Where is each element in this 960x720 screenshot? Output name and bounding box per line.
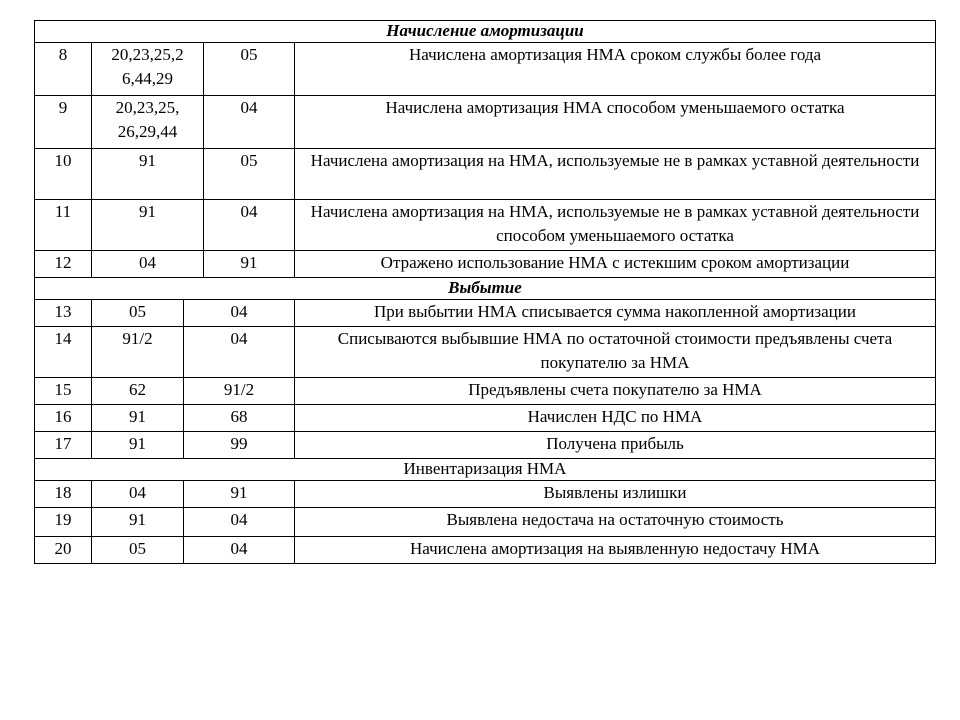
credit-account: 91 <box>183 481 294 507</box>
entry-number: 20 <box>54 539 72 558</box>
credit-account: 04 <box>183 300 294 326</box>
debit-account: 20,23,25,2 6,44,29 <box>91 43 203 95</box>
section-title: Начисление амортизации <box>35 21 935 43</box>
entry-number: 12 <box>54 253 72 272</box>
credit-account: 91/2 <box>183 378 294 404</box>
entry-number: 13 <box>54 302 72 321</box>
debit-account: 04 <box>91 481 183 507</box>
credit-account: 04 <box>203 96 294 148</box>
entry-number: 19 <box>54 510 72 529</box>
entry-description: Начислена амортизация НМА способом уменьшаемого остатка <box>294 96 935 148</box>
credit-account: 05 <box>203 43 294 95</box>
entry-description: Начислен НДС по НМА <box>294 405 935 431</box>
entry-number: 14 <box>54 329 72 348</box>
table-row <box>35 508 935 537</box>
credit-account: 05 <box>203 149 294 199</box>
accounting-entries-table <box>34 20 936 564</box>
entry-number: 16 <box>54 407 72 426</box>
entry-number: 11 <box>54 202 72 221</box>
entry-number: 9 <box>58 98 68 117</box>
entry-description: Начислена амортизация на НМА, используемые не в рамках уставной деятельности <box>294 149 935 199</box>
debit-account: 05 <box>91 537 183 563</box>
debit-account: 05 <box>91 300 183 326</box>
entry-number: 18 <box>54 483 72 502</box>
entry-description: Предъявлены счета покупателю за НМА <box>294 378 935 404</box>
credit-account: 04 <box>183 327 294 377</box>
table-row <box>35 537 935 563</box>
table-row <box>35 405 935 432</box>
debit-account: 04 <box>91 251 203 277</box>
entry-number: 10 <box>54 151 72 170</box>
entry-description: Выявлена недостача на остаточную стоимость <box>294 508 935 536</box>
debit-account: 20,23,25, 26,29,44 <box>91 96 203 148</box>
table-row <box>35 43 935 96</box>
table-row <box>35 481 935 508</box>
table-row <box>35 327 935 378</box>
entry-number: 17 <box>54 434 72 453</box>
entry-description: Списываются выбывшие НМА по остаточной стоимости предъявлены счета покупателю за НМА <box>294 327 935 377</box>
credit-account: 04 <box>183 508 294 536</box>
debit-account: 91 <box>91 432 183 458</box>
debit-account: 91 <box>91 149 203 199</box>
entry-description: Отражено использование НМА с истекшим сроком амортизации <box>294 251 935 277</box>
debit-account: 91/2 <box>91 327 183 377</box>
section-depreciation <box>35 21 935 277</box>
section-disposal <box>35 277 935 458</box>
entry-description: Начислена амортизация НМА сроком службы более года <box>294 43 935 95</box>
credit-account: 68 <box>183 405 294 431</box>
table-row <box>35 200 935 251</box>
entry-description: Получена прибыль <box>294 432 935 458</box>
credit-account: 91 <box>203 251 294 277</box>
credit-account: 04 <box>183 537 294 563</box>
section-title: Инвентаризация НМА <box>35 459 935 481</box>
credit-account: 04 <box>203 200 294 250</box>
entry-description: Начислена амортизация на выявленную недостачу НМА <box>294 537 935 563</box>
credit-account: 99 <box>183 432 294 458</box>
table-row <box>35 251 935 277</box>
table-row <box>35 149 935 200</box>
table-row <box>35 378 935 405</box>
debit-account: 91 <box>91 508 183 536</box>
debit-account: 91 <box>91 405 183 431</box>
entry-description: При выбытии НМА списывается сумма накопленной амортизации <box>294 300 935 326</box>
debit-account: 91 <box>91 200 203 250</box>
table-row <box>35 300 935 327</box>
section-title: Выбытие <box>35 278 935 300</box>
table-row <box>35 432 935 458</box>
entry-description: Начислена амортизация на НМА, используемые не в рамках уставной деятельности способом уменьшаемого остатка <box>294 200 935 250</box>
section-inventory <box>35 458 935 563</box>
entry-number: 8 <box>58 45 68 64</box>
entry-description: Выявлены излишки <box>294 481 935 507</box>
table-row <box>35 96 935 149</box>
debit-account: 62 <box>91 378 183 404</box>
entry-number: 15 <box>54 380 72 399</box>
